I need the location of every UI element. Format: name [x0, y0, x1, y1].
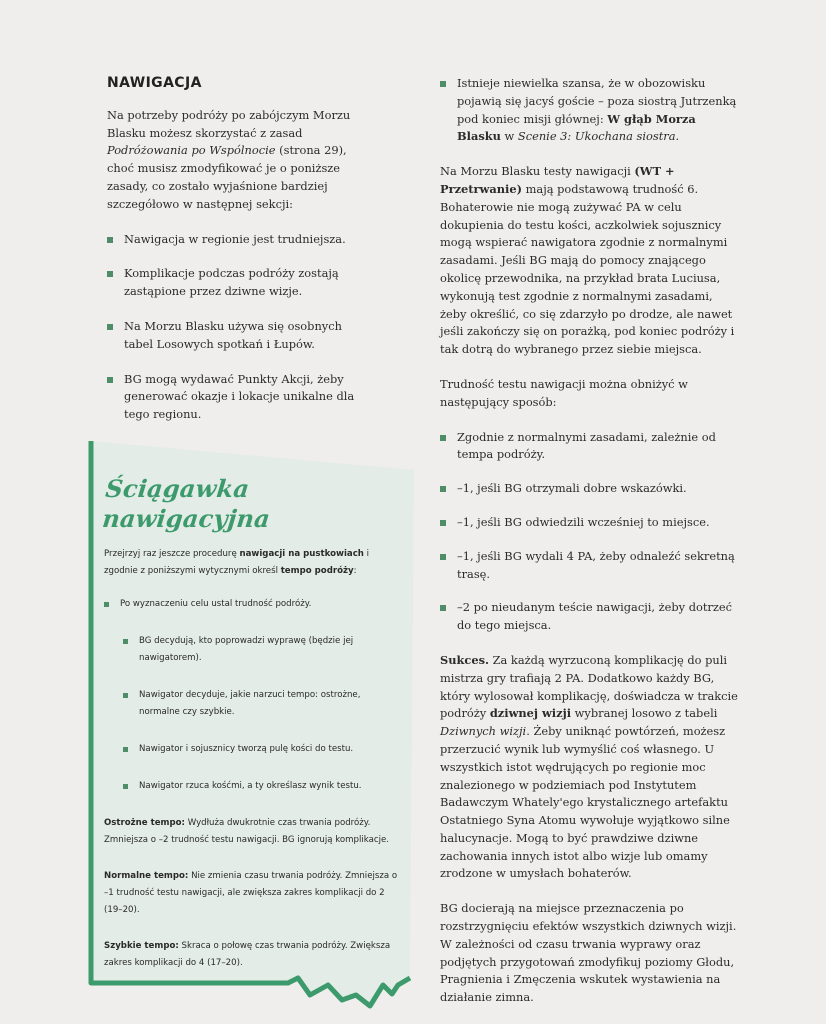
square-bullet-icon: [123, 639, 128, 644]
pace-descriptions: [104, 815, 400, 972]
list-item: Zgodnie z normalnymi zasadami, zależnie od tempa podróży.: [440, 429, 740, 465]
pace-fast: Szybkie tempo: Skraca o połowę czas trwania podróży. Zwiększa zakres komplikacji do 4 (17–20).: [104, 941, 391, 968]
list-item: BG decydują, kto poprowadzi wyprawę (będzie jej nawigatorem).: [123, 633, 400, 667]
square-bullet-icon: [440, 520, 446, 526]
list-item: Nawigator i sojusznicy tworzą pulę kości do testu.: [123, 741, 400, 758]
cheat-sheet-title: Ściągawka nawigacyjna: [100, 474, 272, 533]
list-item: –1, jeśli BG wydali 4 PA, żeby odnaleźć sekretną trasę.: [440, 548, 740, 584]
list-item: Istnieje niewielka szansa, że w obozowisku pojawią się jacyś goście – poza siostrą Jutrzenką pod koniec misji głównej: W głąb Morza Blasku w Scenie 3: Ukochana siostra.: [440, 75, 740, 146]
list-item: Po wyznaczeniu celu ustal trudność podróży.: [104, 596, 400, 613]
cheat-steps: [104, 596, 400, 613]
pace-normal: Normalne tempo: Nie zmienia czasu trwania podróży. Zmniejsza o –1 trudność testu nawigacji, ale zwiększa zakres komplikacji do 2 (19–20).: [104, 871, 398, 915]
square-bullet-icon: [440, 554, 446, 560]
list-item: Na Morzu Blasku używa się osobnych tabel Losowych spotkań i Łupów.: [107, 318, 372, 354]
navigation-paragraph: Na Morzu Blasku testy nawigacji (WT + Przetrwanie) mają podstawową trudność 6. Bohaterowie nie mogą zużywać PA w celu dokupienia do testu kości, aczkolwiek sojusznicy mogą wspierać nawigatora zgodnie z normalnymi zasadami. Jeśli BG mają do pomocy znającego okolicę przewodnika, na przykład brata Luciusa, wykonują test zgodnie z normalnymi zasadami, żeby określić, co się zdarzyło po drodze, ale nawet jeśli zakończy się on porażką, pod koniec podróży i tak dotrą do wybranego przez siebie miejsca.: [440, 164, 735, 357]
list-item: Nawigator rzuca kośćmi, a ty określasz wynik testu.: [123, 778, 400, 795]
difficulty-paragraph: Trudność testu nawigacji można obniżyć w następujący sposób:: [440, 376, 688, 409]
list-item: –2 po nieudanym teście nawigacji, żeby dotrzeć do tego miejsca.: [440, 599, 740, 635]
cheat-substeps: [104, 633, 400, 795]
list-item: BG mogą wydawać Punkty Akcji, żeby generować okazje i lokacje unikalne dla tego regionu.: [107, 371, 372, 424]
square-bullet-icon: [123, 747, 128, 752]
list-item: –1, jeśli BG otrzymali dobre wskazówki.: [440, 480, 740, 498]
intro-paragraph: Na potrzeby podróży po zabójczym Morzu Blasku możesz skorzystać z zasad Podróżowania po Wspólnocie (strona 29), choć musisz zmodyfikować je o poniższe zasady, co zostało wyjaśnione bardziej szczegółowo w następnej sekcji:: [107, 107, 351, 211]
square-bullet-icon: [104, 602, 109, 607]
list-item: –1, jeśli BG odwiedzili wcześniej to miejsce.: [440, 514, 740, 532]
square-bullet-icon: [440, 486, 446, 492]
modifiers-list: [440, 429, 740, 635]
square-bullet-icon: [440, 81, 446, 87]
square-bullet-icon: [123, 784, 128, 789]
section-heading: NAWIGACJA: [107, 75, 202, 91]
right-column: [440, 75, 740, 1024]
cheat-sheet: [100, 474, 400, 991]
list-item: Komplikacje podczas podróży zostają zastąpione przez dziwne wizje.: [107, 265, 372, 301]
final-paragraph: BG docierają na miejsce przeznaczenia po rozstrzygnięciu efektów wszystkich dziwnych wizji. W zależności od czasu trwania wyprawy oraz podjętych przygotowań zmodyfikuj poziomy Głodu, Pragnienia i Zmęczenia wskutek wystawienia na działanie zimna.: [440, 901, 737, 1005]
square-bullet-icon: [123, 693, 128, 698]
list-item: Nawigacja w regionie jest trudniejsza.: [107, 231, 372, 249]
cheat-intro: Przejrzyj raz jeszcze procedurę nawigacji na pustkowiach i zgodnie z poniższymi wytycznymi określ tempo podróży:: [104, 549, 370, 576]
square-bullet-icon: [440, 435, 446, 441]
pace-cautious: Ostrożne tempo: Wydłuża dwukrotnie czas trwania podróży. Zmniejsza o –2 trudność testu nawigacji. BG ignorują komplikacje.: [104, 818, 389, 845]
success-paragraph: Sukces. Za każdą wyrzuconą komplikację do puli mistrza gry trafiają 2 PA. Dodatkowo każdy BG, który wylosował komplikację, doświadcza w trakcie podróży dziwnej wizji wybranej losowo z tabeli Dziwnych wizji. Żeby uniknąć powtórzeń, możesz przerzucić wynik lub wymyślić coś własnego. U wszystkich istot wędrujących po regionie moc znalezionego w podziemiach pod Instytutem Badawczym Whately'ego krystalicznego artefaktu Ostatniego Syna Atomu wywołuje wyjątkowo silne halucynacje. Mogą to być prawdziwe dziwne zachowania innych istot albo wizje lub omamy zrodzone w umysłach bohaterów.: [440, 652, 738, 881]
list-item: Nawigator decyduje, jakie narzuci tempo: ostrożne, normalne czy szybkie.: [123, 687, 400, 721]
guest-list: [440, 75, 740, 146]
square-bullet-icon: [440, 605, 446, 611]
